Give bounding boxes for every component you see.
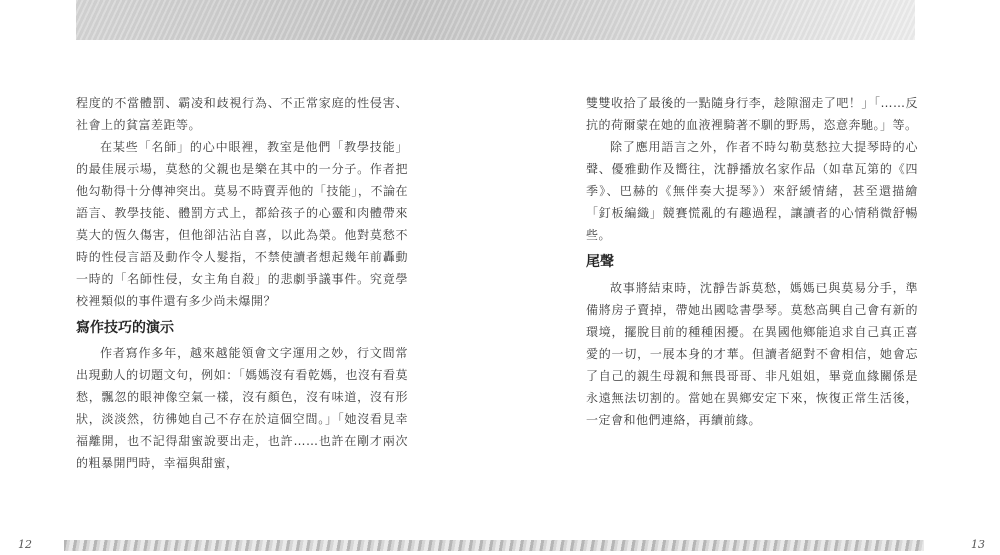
section-heading-writing-technique: 寫作技巧的演示	[76, 320, 174, 336]
right-paragraph-1: 雙雙收拾了最後的一點隨身行李，趁隙溜走了吧！」「……反抗的荷爾蒙在她的血液裡騎著不馴的野馬，恣意奔馳。」等。	[586, 96, 918, 132]
right-paragraph-2: 除了應用語言之外，作者不時勾勒莫愁拉大提琴時的心聲、優雅動作及嚮往，沈靜播放名家作品（如韋瓦第的《四季》、巴赫的《無伴奏大提琴》）來舒緩情緒，甚至還描繪「釘板編織」競賽慌亂的有趣過程，讓讀者的心情稍微舒暢些。	[586, 140, 918, 242]
right-page-column	[586, 92, 918, 431]
footer-decorative-band	[64, 540, 924, 551]
left-paragraph-2: 在某些「名師」的心中眼裡，教室是他們「教學技能」的最佳展示場，莫愁的父親也是樂在其中的一分子。作者把他勾勒得十分傳神突出。莫易不時賣弄他的「技能」，不論在語言、教學技能、體罰方式上，都給孩子的心靈和肉體帶來莫大的恆久傷害，但他卻沾沾自喜，以此為榮。他對莫愁不時的性侵言語及動作令人髮指，不禁使讀者想起幾年前轟動一時的「名師性侵，女主角自殺」的悲劇爭議事件。究竟學校裡類似的事件還有多少尚未爆開？	[76, 140, 408, 308]
left-paragraph-1: 程度的不當體罰、霸凌和歧視行為、不正常家庭的性侵害、社會上的貧富差距等。	[76, 96, 408, 132]
right-paragraph-3: 故事將結束時，沈靜告訴莫愁，媽媽已與莫易分手，準備將房子賣掉，帶她出國唸書學琴。莫愁高興自己會有新的環境，擺脫目前的種種困擾。在異國他鄉能追求自己真正喜愛的一切，一展本身的才華。但讀者絕對不會相信，她會忘了自己的親生母親和無畏哥哥、非凡姐姐，畢竟血緣關係是永遠無法切割的。當她在異鄉安定下來，恢復正常生活後，一定會和他們連絡，再續前緣。	[586, 281, 918, 427]
left-page-number: 12	[18, 538, 32, 551]
left-paragraph-3: 作者寫作多年，越來越能領會文字運用之妙，行文間常出現動人的切題文句，例如：「媽媽沒有看乾媽，也沒有看莫愁，飄忽的眼神像空氣一樣，沒有顏色，沒有味道，沒有形狀，淡淡然，彷彿她自己不存在於這個空間。」「她沒看見幸福離開，也不記得甜蜜說要出走，也許……也許在剛才兩次的粗暴開門時，幸福與甜蜜，	[76, 346, 408, 470]
section-heading-epilogue: 尾聲	[586, 254, 614, 270]
header-banner-image	[76, 0, 915, 40]
left-page-column	[76, 92, 408, 474]
right-page-number: 13	[971, 538, 985, 551]
